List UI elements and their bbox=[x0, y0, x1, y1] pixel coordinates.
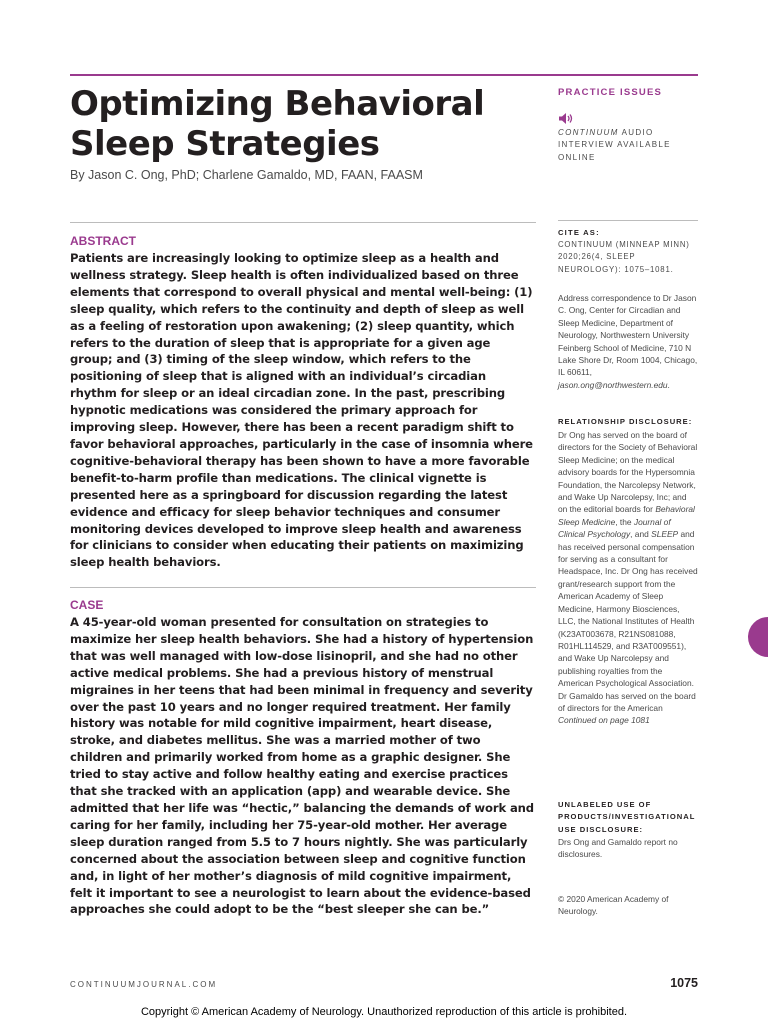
relationship-disclosure-label: RELATIONSHIP DISCLOSURE: bbox=[558, 417, 693, 426]
case-text: A 45-year-old woman presented for consultation on strategies to maximize her sleep health behaviors. She had a history of hypertension that was well managed with low-dose lisinopril, and she had no other active medical problems. She had a previous history of menstrual migraines in her teens that had been minimal in frequency and severity over the past 10 years and no longer required treatment. Her family history was notable for mild cognitive impairment, heart disease, stroke, and diabetes mellitus. She was a married mother of two children and primarily worked from home as a graphic designer. She tried to stay active and follow healthy eating and exercise practices that she tracked with an application (app) and wearable device. She admitted that her life was “hectic,” balancing the demands of work and caring for her family, including her 75-year-old mother. Her average sleep duration ranged from 5.5 to 7 hours nightly. She was particularly concerned about the association between sleep and cognitive function and, in light of her mother’s diagnosis of mild cognitive impairment, felt it important to see a neurologist to learn about the evidence-based approaches she could adopt to be the “best sleeper she can be.” bbox=[70, 615, 534, 917]
unlabeled-use-label: UNLABELED USE OF PRODUCTS/INVESTIGATIONAL USE DISCLOSURE: bbox=[558, 800, 696, 834]
audio-interview-note[interactable] bbox=[558, 127, 698, 164]
rel-journal-1: Behavioral Sleep Medicine bbox=[558, 504, 695, 527]
abstract-divider bbox=[70, 222, 536, 223]
rel-part-1: Dr Ong has served on the board of directors for the Society of Behavioral Sleep Medicine; on the medical advisory boards for the Hypersomnia Foundation, the Narcolepsy Network, and Wake Up Narcolepsy, Inc; and on the editorial boards for bbox=[558, 430, 698, 515]
case-heading: CASE bbox=[70, 598, 104, 612]
abstract-text: Patients are increasingly looking to optimize sleep as a health and wellness strategy. Sleep health is often individualized based on three elements that correspond to overall physical and mental well-being: (1) sleep quality, which refers to the continuity and depth of sleep as well as a feeling of restoration upon awakening; (2) sleep quantity, which refers to the duration of sleep that is appropriate for a given age group; and (3) timing of the sleep window, which refers to the positioning of sleep that is aligned with an individual’s circadian rhythm for sleep or an ideal circadian zone. In the past, prescribing hypnotic medications was considered the primary approach for improving sleep. However, there has been a recent paradigm shift to favor behavioral approaches, particularly in the case of insomnia where cognitive-behavioral therapy has been shown to have a more favorable benefit-to-harm profile than medications. The clinical vignette is presented here as a springboard for discussion regarding the latest evidence and efficacy for sleep behavior techniques and consumer monitoring devices developed to improve sleep health and awareness for clinicians to consider when educating their patients on maximizing sleep health behaviors. bbox=[70, 251, 533, 570]
rel-journal-3: SLEEP bbox=[651, 529, 679, 540]
copyright-notice: Copyright © American Academy of Neurology. Unauthorized reproduction of this article is prohibited. bbox=[140, 1006, 628, 1018]
abstract-heading: ABSTRACT bbox=[70, 234, 136, 248]
article-title bbox=[70, 84, 530, 164]
page-number: 1075 bbox=[670, 976, 698, 990]
section-label: PRACTICE ISSUES bbox=[558, 87, 663, 98]
continued-note[interactable]: Continued on page 1081 bbox=[558, 715, 650, 726]
section-tab bbox=[748, 617, 768, 657]
title-line-2: Sleep Strategies bbox=[70, 124, 380, 164]
correspondence-address: Address correspondence to Dr Jason C. Ong, Center for Circadian and Sleep Medicine, Department of Neurology, Northwestern University Feinberg School of Medicine, 710 N Lake Shore Dr, Room 1004, Chicago, IL 60611, jason.ong@northwestern.edu. bbox=[558, 293, 698, 390]
address-text: Address correspondence to Dr Jason C. Ong, Center for Circadian and Sleep Medicine, Department of Neurology, Northwestern University Feinberg School of Medicine, 710 N Lake Shore Dr, Room 1004, Chicago, IL 60611, bbox=[558, 293, 698, 378]
audio-note-text: AUDIO INTERVIEW AVAILABLE ONLINE bbox=[558, 128, 671, 162]
relationship-disclosure-text bbox=[558, 429, 698, 727]
byline: By Jason C. Ong, PhD; Charlene Gamaldo, MD, FAAN, FAASM bbox=[70, 168, 423, 182]
rel-journal-2: Journal of Clinical Psychology bbox=[558, 516, 671, 540]
rel-part-4: and has received personal compensation for serving as a consultant for Headspace, Inc. Dr Ong has received grant/research support from the American Academy of Sleep Medicine, Harmony Biosciences, LLC, the National Institutes of Health (K23AT003678, R21NS081088, R01HL114529, and R3AT009551), and Wake Up Narcolepsy and publishing royalties from the American Psychological Association. Dr Gamaldo has served on the board of directors for the American bbox=[558, 529, 698, 713]
rel-part-2: , the bbox=[615, 516, 632, 527]
case-divider bbox=[70, 587, 536, 588]
title-line-1: Optimizing Behavioral bbox=[70, 84, 485, 124]
journal-site[interactable]: CONTINUUMJOURNAL.COM bbox=[70, 980, 218, 989]
unlabeled-use-text: Drs Ong and Gamaldo report no disclosures. bbox=[558, 837, 678, 860]
citation: CONTINUUM (MINNEAP MINN) 2020;26(4, SLEEP NEUROLOGY): 1075–1081. bbox=[558, 240, 690, 274]
address-email[interactable]: jason.ong@northwestern.edu bbox=[558, 379, 668, 390]
header-rule bbox=[70, 74, 698, 76]
speaker-icon[interactable] bbox=[558, 112, 574, 125]
audio-journal-name: CONTINUUM bbox=[558, 128, 619, 137]
cite-label: CITE AS: bbox=[558, 228, 600, 237]
copyright-note: © 2020 American Academy of Neurology. bbox=[558, 894, 669, 917]
rel-part-3: , and bbox=[630, 529, 649, 540]
sidebar-divider bbox=[558, 220, 698, 221]
